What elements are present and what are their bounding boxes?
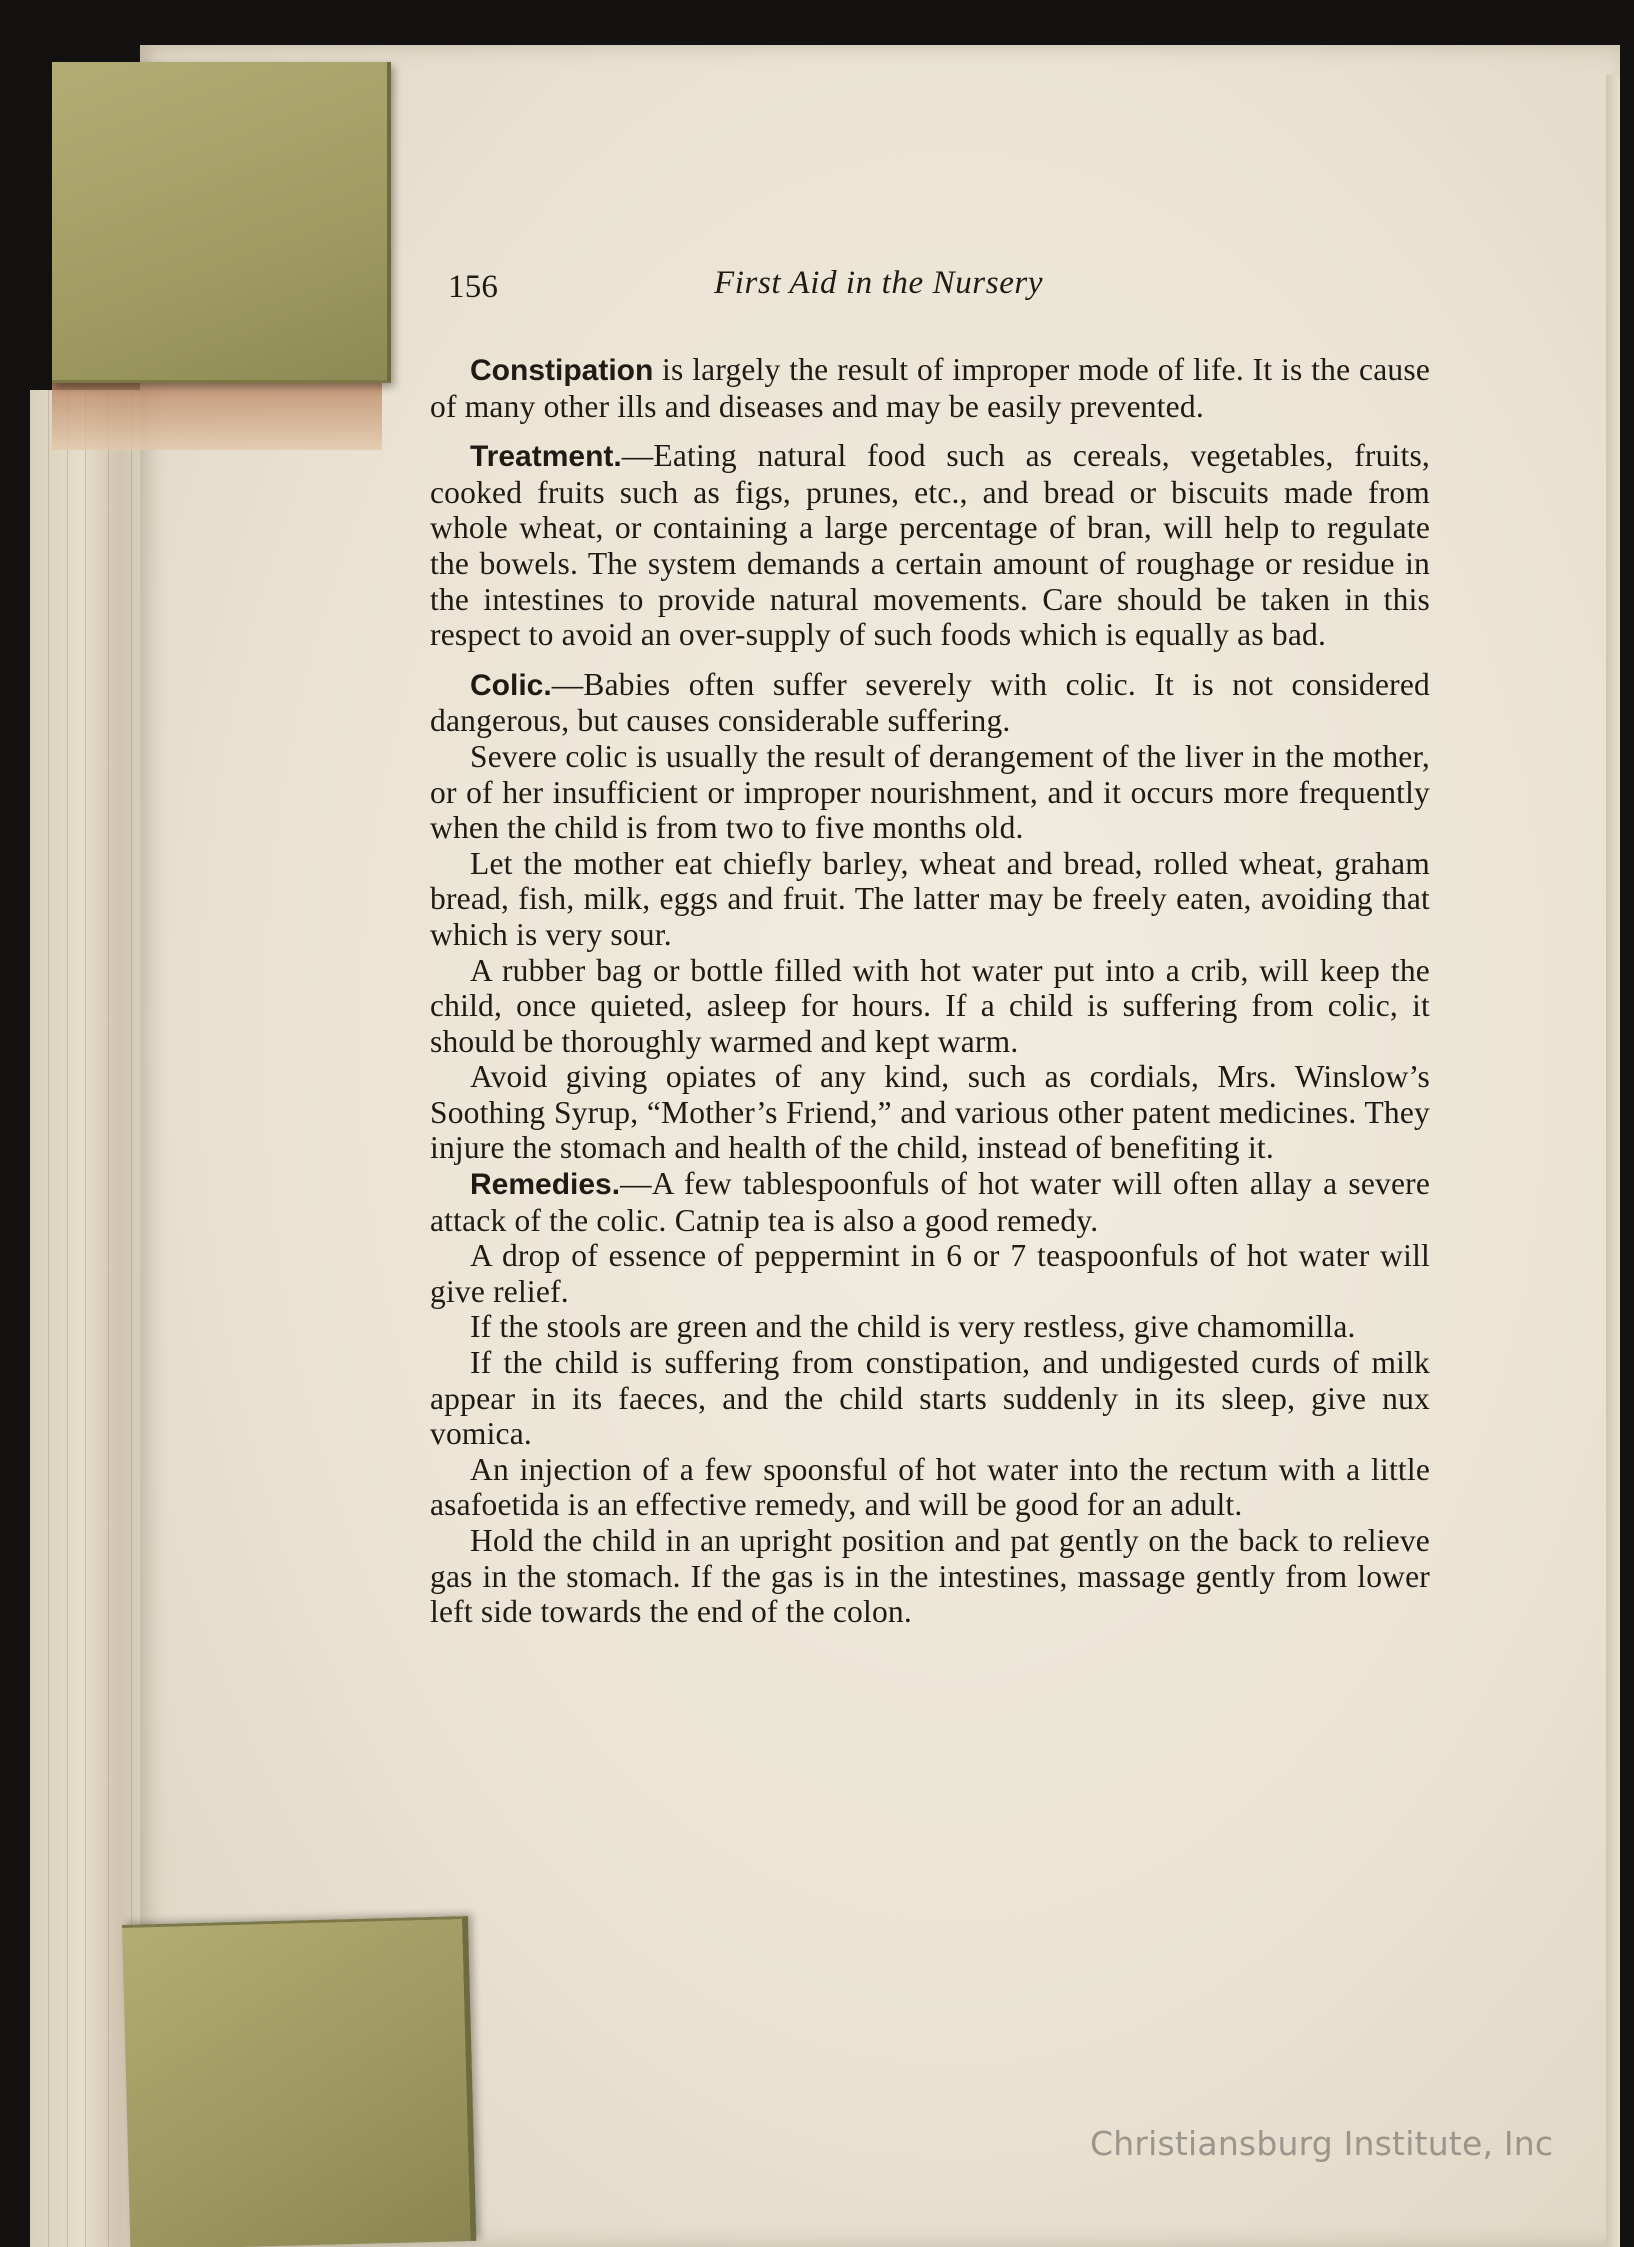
- paragraph-body: A drop of essence of peppermint in 6 or 7 teaspoonfuls of hot water will give relief.: [430, 1238, 1430, 1309]
- paragraph-body: Hold the child in an upright position and pat gently on the back to relieve gas in the stomach. If the gas is in the intestines, massage gently from lower left side towards the end of the colon.: [430, 1523, 1430, 1630]
- term-colic: Colic.: [470, 668, 552, 702]
- page-number: 156: [448, 269, 499, 305]
- paragraph-treatment: Treatment.—Eating natural food such as cereals, vegetables, fruits, cooked fruits such as figs, prunes, etc., and bread or biscuits made from whole wheat, or containing a large percentage of bran, will help to regulate the bowels. The system demands a certain amount of roughage or residue in the intestines to provide natural movements. Care should be taken in this respect to avoid an over-supply of such foods which is equally as bad.: [430, 438, 1430, 653]
- paragraph-body: An injection of a few spoonsful of hot water into the rectum with a little asafoetida is an effective remedy, and will be good for an adult.: [430, 1451, 1430, 1523]
- page-right-edge: [1606, 75, 1620, 2247]
- term-treatment: Treatment.: [470, 440, 622, 474]
- paragraph-body: Avoid giving opiates of any kind, such as cordials, Mrs. Winslow’s Soothing Syrup, “Mother’s Friend,” and various other patent medicines. They injure the stomach and health of the child, instead of benefiting it.: [430, 1059, 1430, 1166]
- paper-tab-bottom: [122, 1916, 476, 2247]
- paragraph-remedies: Remedies.—A few tablespoonfuls of hot water will often allay a severe attack of the colic. Catnip tea is also a good remedy.: [430, 1166, 1430, 1238]
- paper-tab-top: [52, 62, 391, 383]
- paragraph-body: A rubber bag or bottle filled with hot water put into a crib, will keep the child, once quieted, asleep for hours. If a child is suffering from colic, it should be thoroughly warmed and kept warm.: [430, 952, 1430, 1059]
- paragraph-body: Severe colic is usually the result of derangement of the liver in the mother, or of her insufficient or improper nourishment, and it occurs more frequently when the child is from two to five months old.: [430, 738, 1430, 846]
- book-title: First Aid in the Nursery: [714, 265, 1044, 301]
- tab-shadow: [52, 380, 382, 450]
- term-constipation: Constipation: [470, 354, 654, 387]
- term-remedies: Remedies.: [470, 1168, 621, 1202]
- paragraph-body: Let the mother eat chiefly barley, wheat and bread, rolled wheat, graham bread, fish, milk, eggs and fruit. The latter may be freely eaten, avoiding that which is very sour.: [430, 845, 1430, 952]
- paragraph-constipation: Constipation is largely the result of improper mode of life. It is the cause of many other ills and diseases and may be easily prevented.: [430, 352, 1430, 424]
- watermark: Christiansburg Institute, Inc: [1090, 2124, 1554, 2163]
- paragraph-body: If the child is suffering from constipation, and undigested curds of milk appear in its faeces, and the child starts suddenly in its sleep, give nux vomica.: [430, 1345, 1430, 1452]
- running-head: [430, 262, 1430, 312]
- page-text: [430, 262, 1430, 1630]
- paragraph-body: If the stools are green and the child is very restless, give chamomilla.: [470, 1309, 1356, 1345]
- paragraph-colic: Colic.—Babies often suffer severely with colic. It is not considered dangerous, but causes considerable suffering.: [430, 666, 1430, 739]
